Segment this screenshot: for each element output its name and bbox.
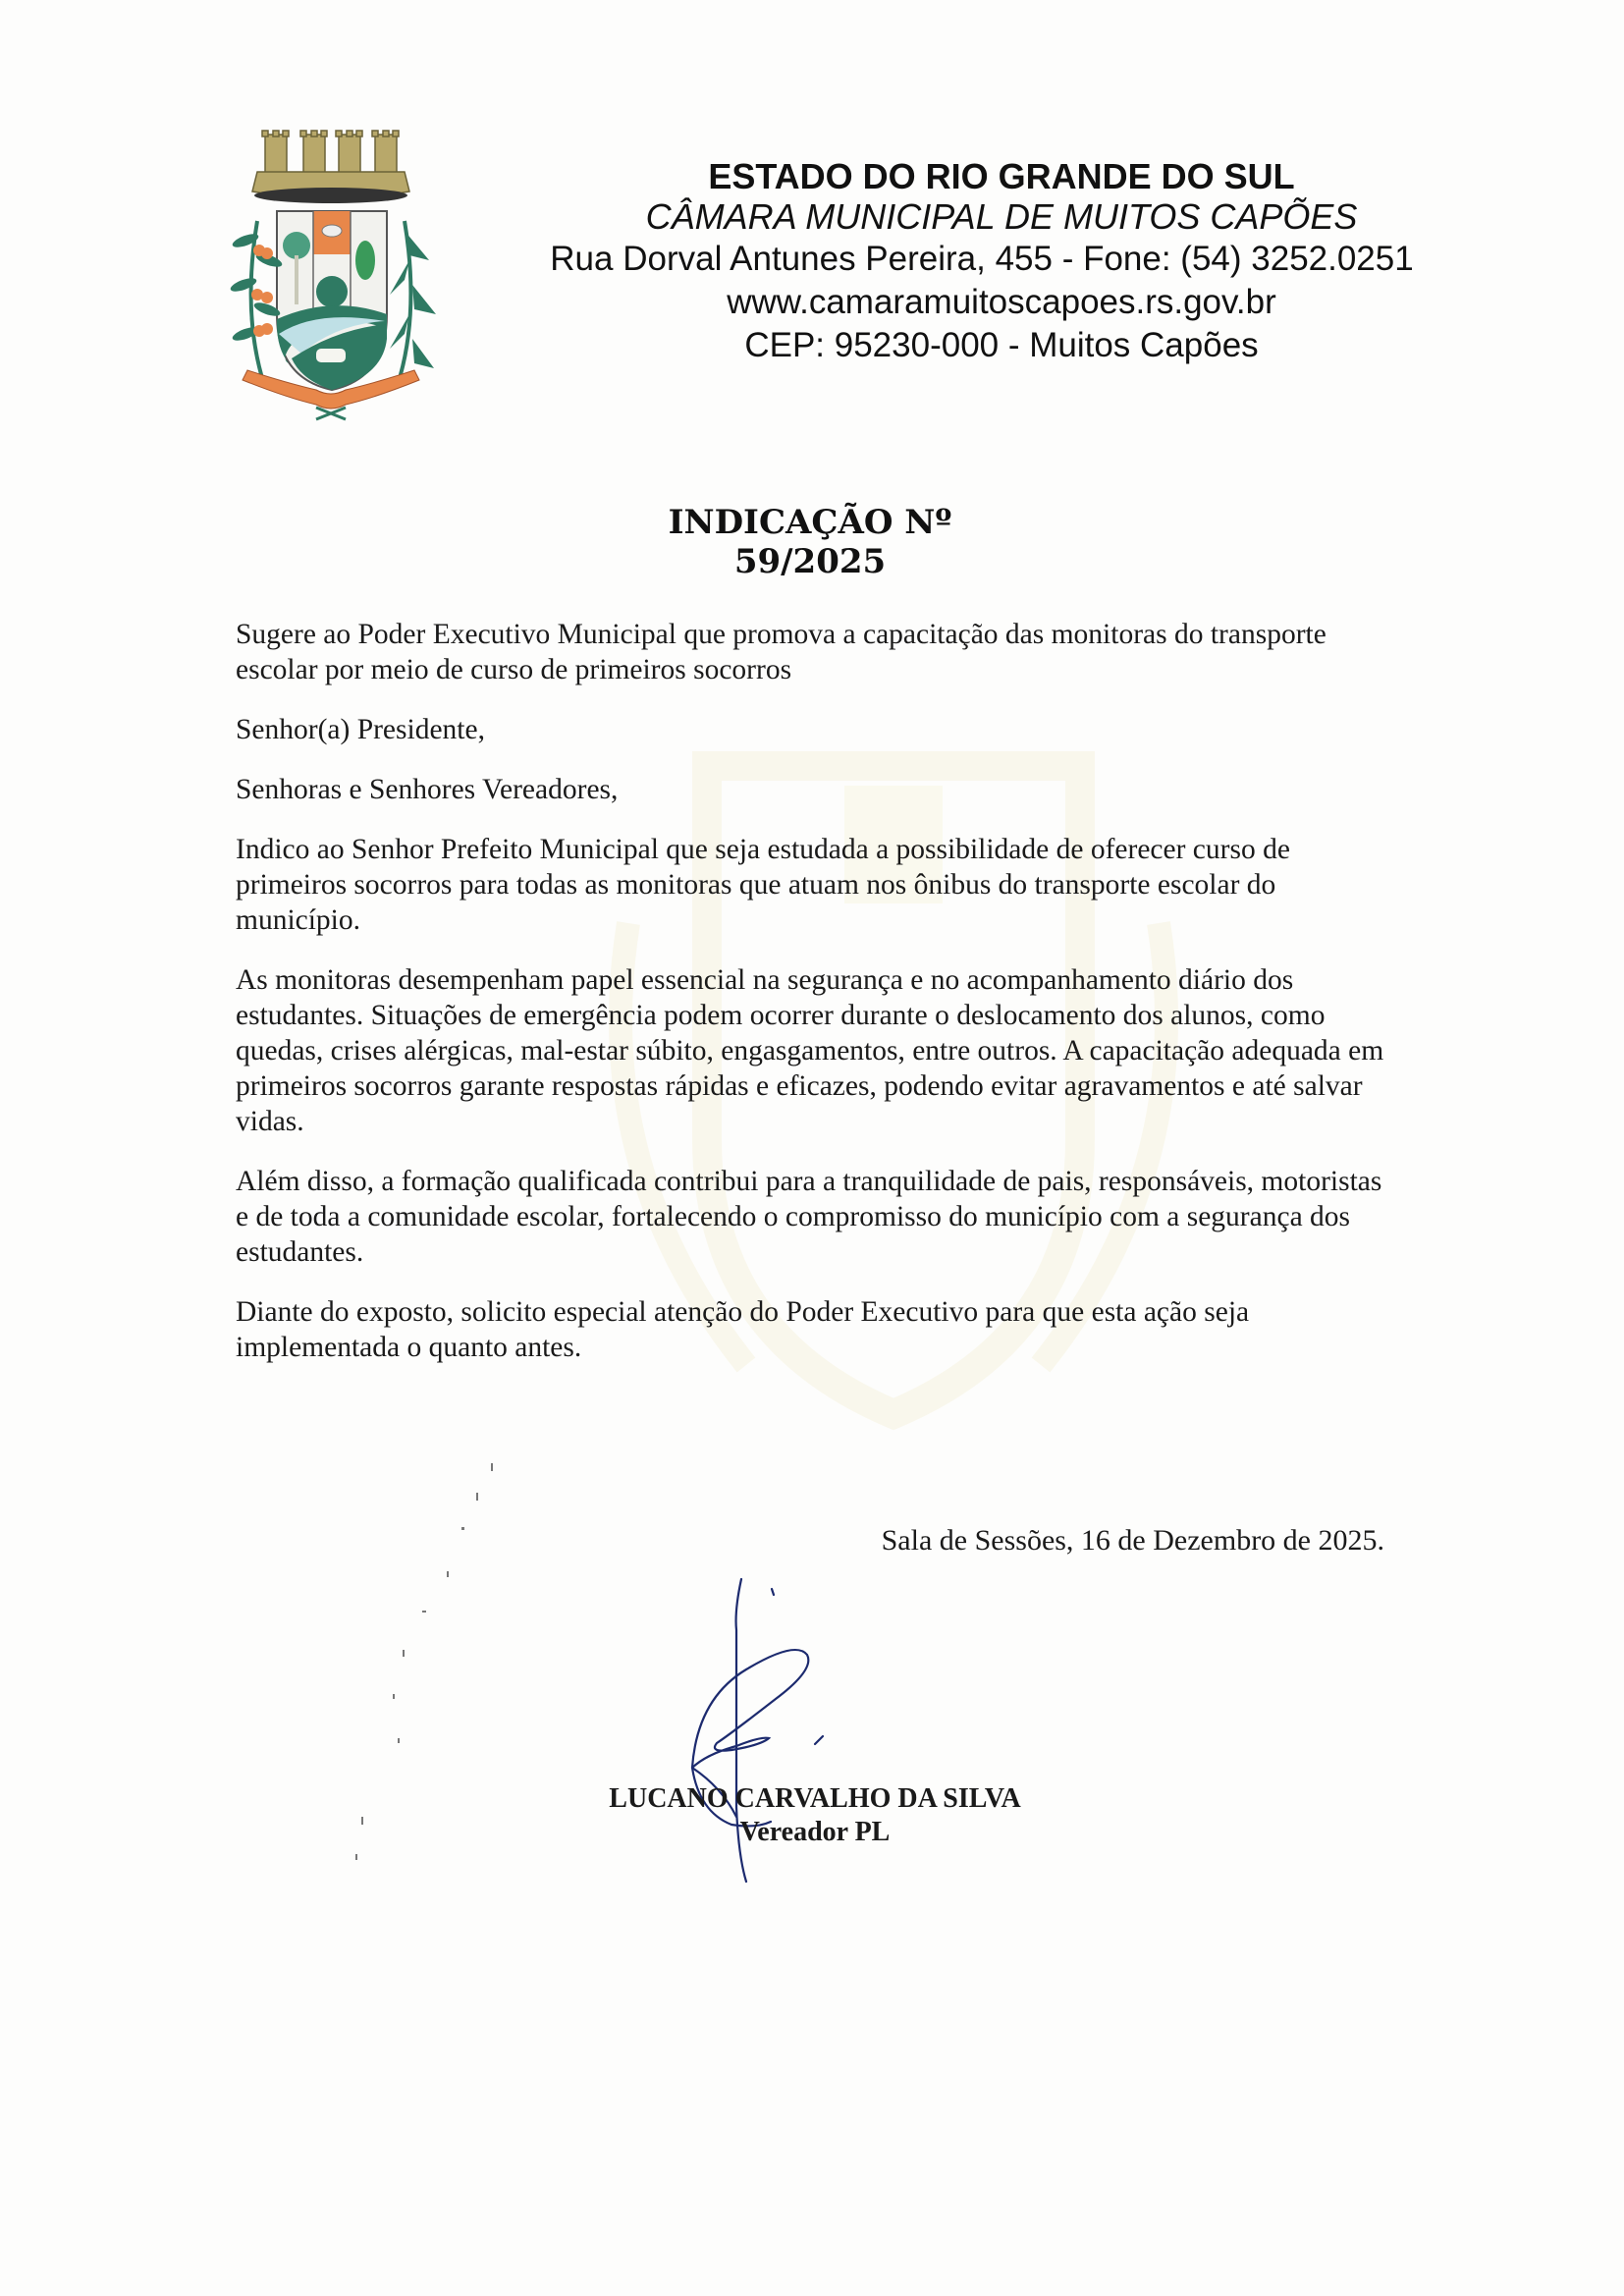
signer-name: LUCANO CARVALHO DA SILVA <box>609 1783 1021 1814</box>
document-body <box>236 617 1394 1390</box>
body-paragraph: As monitoras desempenham papel essencial na segurança e no acompanhamento diário dos estudantes. Situações de emergência podem ocorrer durante o deslocamento dos alunos, como quedas, crises alérgicas, mal-estar súbito, engasgamentos, entre outros. A capacitação adequada em primeiros socorros garante respostas rápidas e eficazes, podendo evitar agravamentos e até salvar vidas. <box>236 964 1384 1137</box>
body-paragraph: Além disso, a formação qualificada contribui para a tranquilidade de pais, responsáveis, motoristas e de toda a comunidade escolar, fortalecendo o compromisso do município com a segurança dos estudantes. <box>236 1166 1382 1268</box>
chamber-name: CÂMARA MUNICIPAL DE MUITOS CAPÕES <box>645 196 1358 237</box>
signer-role: Vereador PL <box>739 1817 891 1847</box>
salutation-councilors: Senhoras e Senhores Vereadores, <box>236 774 619 805</box>
place-date: Sala de Sessões, 16 de Dezembro de 2025. <box>881 1524 1384 1557</box>
letterhead <box>511 157 1453 367</box>
state-name: ESTADO DO RIO GRANDE DO SUL <box>708 156 1295 196</box>
summary-paragraph: Sugere ao Poder Executivo Municipal que promova a capacitação das monitoras do transporte escolar por meio de curso de primeiros socorros <box>236 619 1326 685</box>
signer-block <box>589 1782 1041 1849</box>
postal-code: CEP: 95230-000 - Muitos Capões <box>744 326 1259 364</box>
scan-artifacts <box>334 1453 530 1866</box>
body-paragraph: Diante do exposto, solicito especial atenção do Poder Executivo para que esta ação seja implementada o quanto antes. <box>236 1296 1250 1363</box>
salutation-president: Senhor(a) Presidente, <box>236 714 485 745</box>
coat-of-arms-icon <box>208 113 454 422</box>
document-title: INDICAÇÃO Nº 59/2025 <box>668 503 952 581</box>
website-link[interactable]: www.camaramuitoscapoes.rs.gov.br <box>727 283 1276 321</box>
body-paragraph: Indico ao Senhor Prefeito Municipal que seja estudada a possibilidade de oferecer curso de primeiros socorros para todas as monitoras que atuam nos ônibus do transporte escolar do município. <box>236 834 1290 936</box>
address-phone: Rua Dorval Antunes Pereira, 455 - Fone: (54) 3252.0251 <box>550 240 1414 278</box>
